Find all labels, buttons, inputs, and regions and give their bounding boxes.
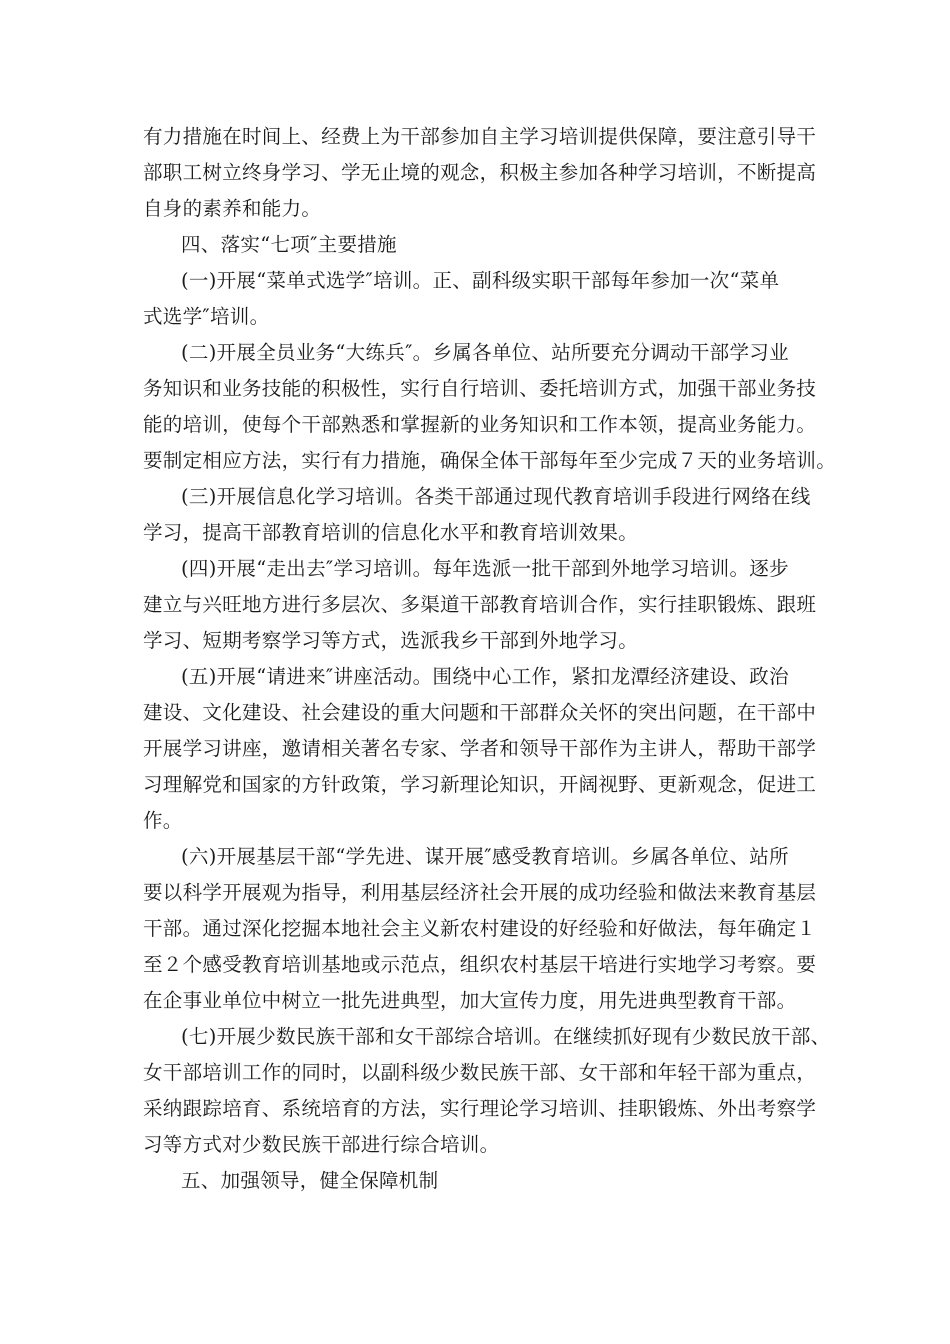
paragraph-line: 要以科学开展观为指导，利用基层经济社会开展的成功经验和做法来教育基层 xyxy=(143,881,817,904)
paragraph-start-line: 五、加强领导，健全保障机制 xyxy=(181,1169,439,1192)
paragraph-line: 建设、文化建设、社会建设的重大问题和干部群众关怀的突出问题，在干部中 xyxy=(143,701,817,724)
paragraph-line: 能的培训，使每个干部熟悉和掌握新的业务知识和工作本领，提高业务能力。 xyxy=(143,413,817,436)
paragraph-line: 干部。通过深化挖掘本地社会主义新农村建设的好经验和好做法，每年确定１ xyxy=(143,917,817,940)
paragraph-line: 在企事业单位中树立一批先进典型，加大宣传力度，用先进典型教育干部。 xyxy=(143,989,797,1012)
paragraph-line: 开展学习讲座，邀请相关著名专家、学者和领导干部作为主讲人，帮助干部学 xyxy=(143,737,817,760)
paragraph-line: 部职工树立终身学习、学无止境的观念，积极主参加各种学习培训，不断提高 xyxy=(143,161,817,184)
paragraph-line: 有力措施在时间上、经费上为干部参加自主学习培训提供保障，要注意引导干 xyxy=(143,125,817,148)
paragraph-start-line: (三)开展信息化学习培训。各类干部通过现代教育培训手段进行网络在线 xyxy=(181,485,811,508)
paragraph-start-line: (一)开展“菜单式选学″培训。正、副科级实职干部每年参加一次“菜单 xyxy=(181,269,780,292)
paragraph-line: 作。 xyxy=(143,809,183,832)
paragraph-line: 习等方式对少数民族干部进行综合培训。 xyxy=(143,1133,500,1156)
paragraph-start-line: 四、落实“七项″主要措施 xyxy=(181,233,397,256)
paragraph-start-line: (二)开展全员业务“大练兵″。乡属各单位、站所要充分调动干部学习业 xyxy=(181,341,789,364)
paragraph-line: 学习、短期考察学习等方式，选派我乡干部到外地学习。 xyxy=(143,629,639,652)
document-body xyxy=(143,119,837,1199)
paragraph-start-line: (五)开展“请进来″讲座活动。围绕中心工作，紧扣龙潭经济建设、政治 xyxy=(181,665,789,688)
paragraph-line: 自身的素养和能力。 xyxy=(143,197,322,220)
paragraph-line: 学习，提高干部教育培训的信息化水平和教育培训效果。 xyxy=(143,521,639,544)
paragraph-line: 式选学″培训。 xyxy=(143,305,270,328)
paragraph-start-line: (七)开展少数民族干部和女干部综合培训。在继续抓好现有少数民放干部、 xyxy=(181,1025,831,1048)
paragraph-line: 至２个感受教育培训基地或示范点，组织农村基层干培进行实地学习考察。要 xyxy=(143,953,817,976)
paragraph-start-line: (四)开展“走出去″学习培训。每年选派一批干部到外地学习培训。逐步 xyxy=(181,557,789,580)
paragraph-line: 习理解党和国家的方针政策，学习新理论知识，开阔视野、更新观念，促进工 xyxy=(143,773,817,796)
paragraph-line: 采纳跟踪培育、系统培育的方法，实行理论学习培训、挂职锻炼、外出考察学 xyxy=(143,1097,817,1120)
paragraph-line: 务知识和业务技能的积极性，实行自行培训、委托培训方式，加强干部业务技 xyxy=(143,377,817,400)
paragraph-line: 女干部培训工作的同时，以副科级少数民族干部、女干部和年轻干部为重点， xyxy=(143,1061,817,1084)
paragraph-line: 要制定相应方法，实行有力措施，确保全体干部每年至少完成７天的业务培训。 xyxy=(143,449,837,472)
paragraph-line: 建立与兴旺地方进行多层次、多渠道干部教育培训合作，实行挂职锻炼、跟班 xyxy=(143,593,817,616)
paragraph-start-line: (六)开展基层干部“学先进、谋开展″感受教育培训。乡属各单位、站所 xyxy=(181,845,789,868)
